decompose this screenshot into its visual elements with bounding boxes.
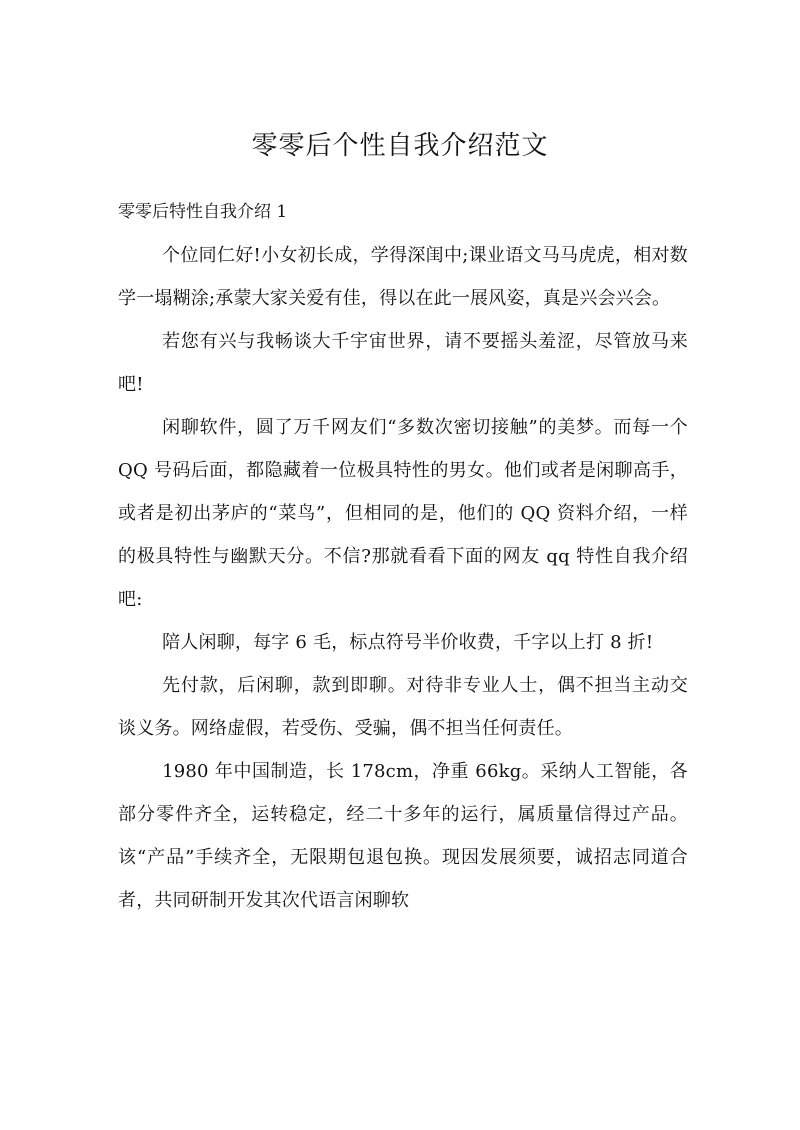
paragraph-3: 闲聊软件，圆了万千网友们“多数次密切接触”的美梦。而每一个 QQ 号码后面，都隐藏着一位极具特性的男女。他们或者是闲聊高手，或者是初出茅庐的“菜鸟”，但相同的是，他们的 QQ 资料介绍，一样的极具特性与幽默天分。不信?那就看看下面的网友 qq 特性自我介绍吧: xyxy=(118,417,688,610)
paragraph-2: 若您有兴与我畅谈大千宇宙世界，请不要摇头羞涩，尽管放马来吧! xyxy=(118,331,688,395)
paragraph-1: 个位同仁好!小女初长成，学得深闺中;课业语文马马虎虎，相对数学一塌糊涂;承蒙大家关爱有佳，得以在此一展风姿，真是兴会兴会。 xyxy=(118,245,688,309)
document-title: 零零后个性自我介绍范文 xyxy=(251,131,549,161)
paragraph-4: 陪人闲聊，每字 6 毛，标点符号半价收费，千字以上打 8 折! xyxy=(162,632,654,653)
document-body xyxy=(118,234,688,922)
section-heading: 零零后特性自我介绍 1 xyxy=(118,202,288,222)
paragraph-5: 先付款，后闲聊，款到即聊。对待非专业人士，偶不担当主动交谈义务。网络虚假，若受伤、受骗，偶不担当任何责任。 xyxy=(118,675,688,739)
paragraph-6: 1980 年中国制造，长 178cm，净重 66kg。采纳人工智能，各部分零件齐全，运转稳定，经二十多年的运行，属质量信得过产品。该“产品”手续齐全，无限期包退包换。现因发展须要，诚招志同道合者，共同研制开发其次代语言闲聊软 xyxy=(118,761,688,911)
